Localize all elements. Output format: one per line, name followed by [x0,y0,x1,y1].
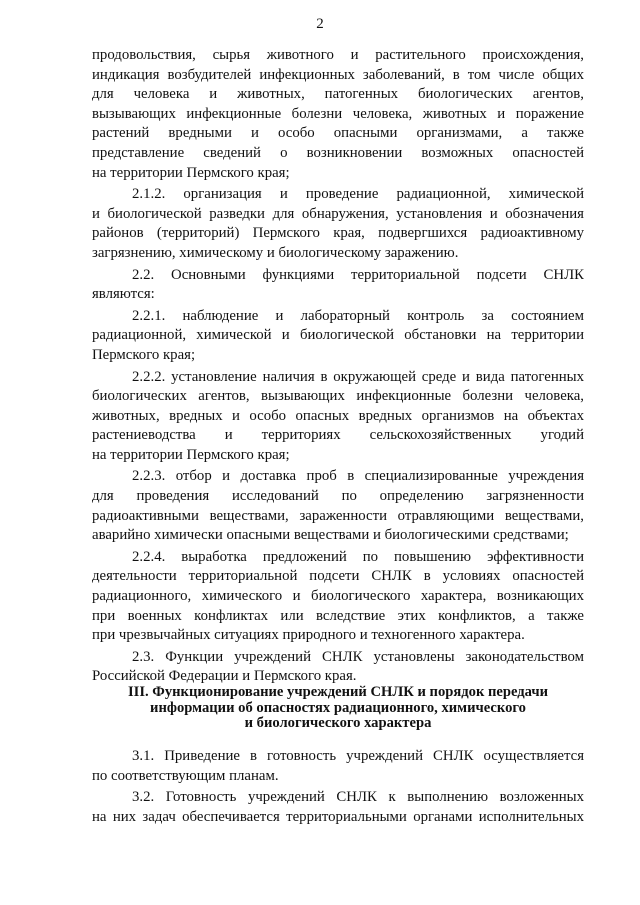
paragraph [92,368,584,466]
text-line: радиационного, химического и биологического характера, возникающих [92,588,584,605]
text-line: загрязнению, химическому и биологическому заражению. [92,244,459,261]
text-line: являются: [92,286,155,303]
paragraph [92,307,584,366]
text-line: животных, вредных и особо опасных вредных организмов на объектах [92,407,584,424]
text-line: районов (территорий) Пермского края, подвергшихся радиоактивному [92,225,584,242]
text-line: 2.1.2. организация и проведение радиационной, химической [132,186,584,203]
paragraph [92,788,584,827]
text-line: 2.2.2. установление наличия в окружающей среде и вида патогенных [132,368,584,385]
text-line: 2.2.4. выработка предложений по повышению эффективности [132,548,584,565]
text-line: по соответствующим планам. [92,767,279,784]
text-line: и биологической разведки для обнаружения, установления и обозначения [92,205,584,222]
paragraph [92,747,584,786]
text-line: вызывающих инфекционные болезни человека, животных и поражение [92,105,584,122]
section-heading-line: III. Функционирование учреждений СНЛК и порядок передачи [127,684,549,700]
body-text-bottom [92,747,584,827]
text-line: Российской Федерации и Пермского края. [92,668,357,685]
text-line: деятельности территориальной подсети СНЛК в условиях опасностей [92,568,584,585]
text-line: на территории Пермского края; [92,164,290,181]
text-line: на них задач обеспечивается территориальными органами исполнительных [92,808,584,825]
text-line: Пермского края; [92,346,196,363]
text-line: 3.1. Приведение в готовность учреждений СНЛК осуществляется [132,748,584,764]
text-line: для проведения исследований по определению загрязненности [92,488,584,505]
text-line: продовольствия, сырья животного и растительного происхождения, [92,47,584,63]
text-line: растений вредными и особо опасными организмами, а также [92,125,584,142]
section-heading-line: и биологического характера [244,715,432,731]
text-line: биологических агентов, вызывающих инфекционные болезни человека, [92,388,584,405]
text-line: аварийно химически опасными веществами и биологическими средствами; [92,527,569,544]
text-line: для человека и животных, патогенных биологических агентов, [92,86,584,103]
paragraph [92,467,584,545]
paragraph [92,266,584,305]
text-line: радиоактивными веществами, зараженности отравляющими веществами, [92,507,584,524]
text-line: при военных конфликтах или вследствие этих конфликтов, а также [92,607,584,624]
text-line: 3.2. Готовность учреждений СНЛК к выполнению возложенных [132,789,584,806]
section-heading [92,685,584,732]
body-text-top [92,46,584,687]
text-line: растениеводства и территориях сельскохозяйственных угодий [92,427,584,444]
text-line: 2.3. Функции учреждений СНЛК установлены законодательством [132,648,584,665]
text-line: при чрезвычайных ситуациях природного и техногенного характера. [92,627,525,644]
text-line: 2.2.1. наблюдение и лабораторный контроль за состоянием [132,307,584,324]
text-line: 2.2.3. отбор и доставка проб в специализированные учреждения [132,468,584,485]
paragraph [92,185,584,263]
text-line: 2.2. Основными функциями территориальной подсети СНЛК [132,266,584,283]
text-line: радиационной, химической и биологической обстановки на территории [92,327,584,344]
text-line: на территории Пермского края; [92,446,290,463]
paragraph [92,548,584,646]
paragraph [92,648,584,687]
section-heading-line: информации об опасностях радиационного, химического [150,699,526,716]
text-line: индикация возбудителей инфекционных заболеваний, в том числе общих [92,66,584,83]
text-line: представление сведений о возникновении возможных опасностей [92,144,584,161]
paragraph [92,46,584,183]
page-number: 2 [316,16,324,32]
